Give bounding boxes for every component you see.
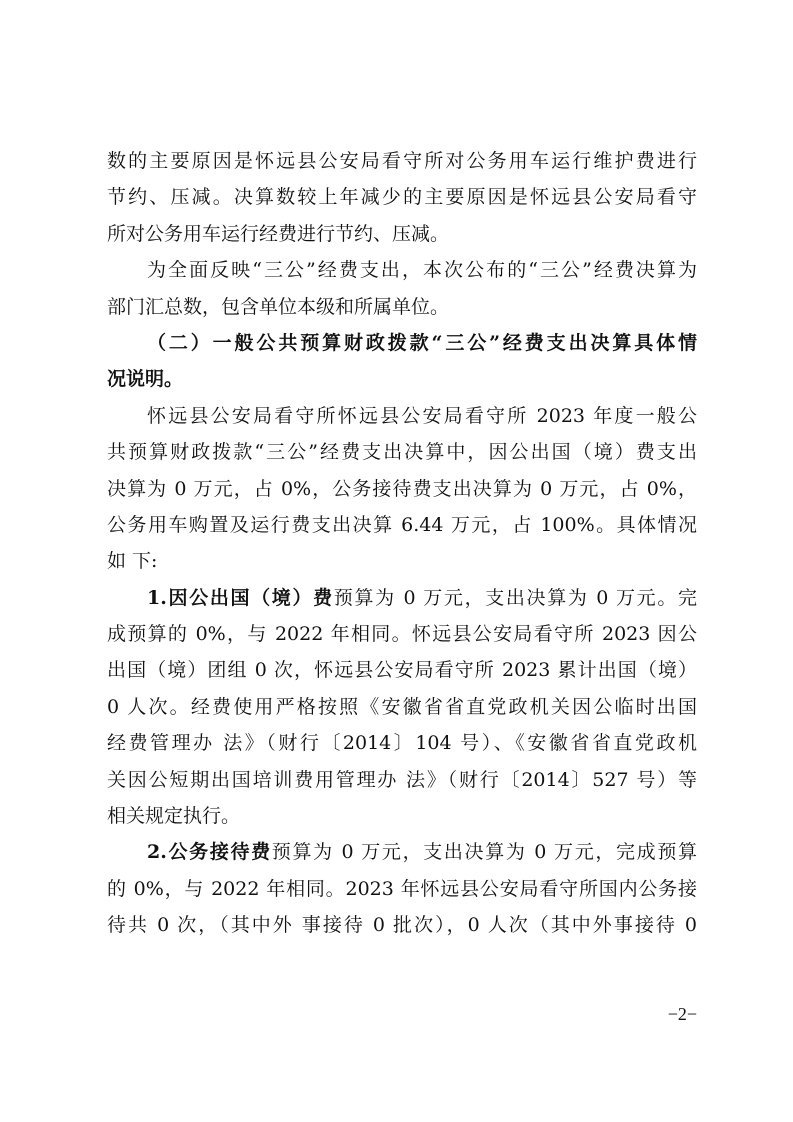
text-line [107, 507, 697, 543]
line-text: 为全面反映“三公”经费支出，本次公布的“三公”经费决算为 [147, 259, 697, 282]
line-text: 公务用车购置及运行费支出决算 6.44 万元，占 100%。具体情况 [107, 513, 697, 536]
line-text: 决算为 0 万元，占 0%，公务接待费支出决算为 0 万元，占 0%， [107, 477, 697, 500]
text-line [107, 361, 697, 397]
text-line [107, 762, 697, 798]
line-text: 节约、压减。决算数较上年减少的主要原因是怀远县公安局看守 [107, 186, 697, 209]
text-line [107, 616, 697, 652]
line-text: 0 人次。经费使用严格按照《安徽省省直党政机关因公临时出国 [107, 695, 697, 718]
text-line [107, 652, 697, 688]
line-text: 况说明。 [107, 368, 184, 391]
text-line [107, 216, 697, 252]
text-line [107, 398, 697, 434]
line-text: 成预算的 0%，与 2022 年相同。怀远县公安局看守所 2023 因公 [107, 623, 697, 646]
text-line [107, 725, 697, 761]
text-line [107, 471, 697, 507]
page-number: −2− [667, 1004, 697, 1024]
line-text: 相关规定执行。 [107, 805, 241, 828]
text-line [107, 834, 697, 870]
text-line [107, 543, 697, 579]
text-line [107, 289, 697, 325]
line-text: 部门汇总数，包含单位本级和所属单位。 [107, 295, 450, 318]
line-text: 关因公短期出国培训费用管理办 法》（财行〔2014〕527 号）等 [107, 768, 697, 791]
body-text [107, 143, 697, 944]
line-text: 的 0%，与 2022 年相同。2023 年怀远县公安局看守所国内公务接 [107, 877, 697, 900]
line-text: 预算为 0 万元，支出决算为 0 万元，完成预算 [271, 841, 697, 864]
text-line [107, 580, 697, 616]
text-line [107, 689, 697, 725]
line-text: 预算为 0 万元，支出决算为 0 万元。完 [333, 586, 697, 609]
text-line [107, 179, 697, 215]
text-line [107, 871, 697, 907]
line-text: （二）一般公共预算财政拨款“三公”经费支出决算具体情 [147, 331, 697, 354]
line-text: 共预算财政拨款“三公”经费支出决算中，因公出国（境）费支出 [107, 441, 697, 464]
line-text: 待共 0 次，（其中外 事接待 0 批次），0 人次（其中外事接待 0 [107, 914, 697, 937]
text-line [107, 434, 697, 470]
line-text: 所对公务用车运行经费进行节约、压减。 [107, 222, 450, 245]
text-line [107, 798, 697, 834]
line-text: 出国（境）团组 0 次，怀远县公安局看守所 2023 累计出国（境） [107, 659, 697, 682]
text-line [107, 907, 697, 943]
text-line [107, 143, 697, 179]
line-text: 怀远县公安局看守所怀远县公安局看守所 2023 年度一般公 [147, 404, 697, 427]
line-text: 如 下: [107, 550, 158, 573]
line-text: 经费管理办 法》（财行〔2014〕104 号）、《安徽省省直党政机 [107, 732, 697, 755]
item-heading: 1.因公出国（境）费 [147, 586, 334, 609]
line-text: 数的主要原因是怀远县公安局看守所对公务用车运行维护费进行 [107, 150, 697, 172]
item-heading: 2.公务接待费 [147, 841, 272, 864]
text-line [107, 325, 697, 361]
text-line [107, 252, 697, 288]
